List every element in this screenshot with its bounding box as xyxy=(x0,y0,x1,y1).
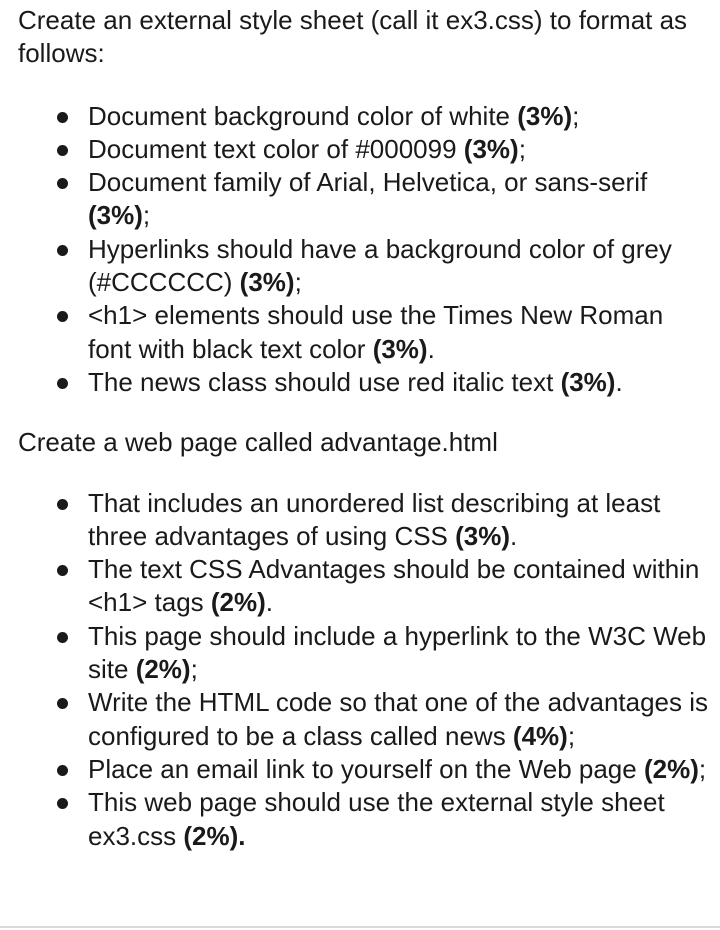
item-percent: (2%) xyxy=(643,753,699,784)
item-text: <h1> elements should use the Times New Roman font with black text color xyxy=(88,300,664,364)
list-item xyxy=(18,233,708,300)
bullet-icon xyxy=(57,112,68,123)
item-percent: (2%). xyxy=(183,820,246,851)
item-tail: ; xyxy=(518,133,526,164)
list-item xyxy=(18,620,708,687)
item-tail: ; xyxy=(142,200,151,231)
item-percent: (3%) xyxy=(88,200,143,231)
bullet-icon xyxy=(57,798,68,809)
item-tail: . xyxy=(427,333,435,364)
list-item xyxy=(18,299,708,366)
bottom-divider xyxy=(0,926,720,928)
item-tail: . xyxy=(615,366,623,397)
bullet-icon xyxy=(57,178,68,189)
list-item xyxy=(18,786,708,853)
item-percent: (4%) xyxy=(512,720,568,751)
item-text: This web page should use the external style sheet ex3.css xyxy=(88,787,665,851)
list-item xyxy=(18,686,708,753)
bullet-icon xyxy=(57,311,68,322)
item-text: Place an email link to yourself on the Web page xyxy=(88,753,644,784)
bullet-icon xyxy=(57,632,68,643)
list-item xyxy=(18,753,708,786)
item-text: Write the HTML code so that one of the advantages is configured to be a class called news xyxy=(88,687,709,751)
item-percent: (3%) xyxy=(517,100,573,131)
item-percent: (3%) xyxy=(560,366,616,397)
item-percent: (3%) xyxy=(455,520,511,551)
item-tail: ; xyxy=(698,753,707,784)
item-text: The text CSS Advantages should be contained within <h1> tags xyxy=(88,554,700,618)
item-percent: (3%) xyxy=(372,333,428,364)
item-text: This page should include a hyperlink to the W3C Web site xyxy=(88,620,707,685)
item-tail: ; xyxy=(190,654,198,685)
list-item xyxy=(18,366,708,399)
bullet-icon xyxy=(57,145,68,156)
item-percent: (3%) xyxy=(239,267,295,298)
bullet-icon xyxy=(57,378,68,389)
intro-paragraph-2: Create a web page called advantage.html xyxy=(18,427,498,458)
item-tail: . xyxy=(265,587,274,618)
document xyxy=(18,4,708,853)
list-item xyxy=(18,166,708,233)
item-text: Document text color of #000099 xyxy=(88,133,464,164)
bullet-icon xyxy=(57,565,68,576)
item-text: Hyperlinks should have a background color of grey (#CCCCCC) xyxy=(88,233,672,298)
bullet-icon xyxy=(57,765,68,776)
bullet-icon xyxy=(57,698,68,709)
item-tail: ; xyxy=(567,720,576,751)
item-text: Document family of Arial, Helvetica, or sans-serif xyxy=(88,167,648,198)
list-item xyxy=(18,133,708,166)
item-tail: ; xyxy=(572,100,580,131)
item-text: That includes an unordered list describing at least three advantages of using CSS xyxy=(88,487,661,551)
item-percent: (2%) xyxy=(135,654,191,685)
item-percent: (2%) xyxy=(210,587,266,618)
item-tail: ; xyxy=(294,267,302,298)
list-item xyxy=(18,553,708,620)
page-requirements-list xyxy=(18,487,708,853)
intro-paragraph-1: Create an external style sheet (call it ex3.css) to format as follows: xyxy=(18,5,688,69)
item-text: The news class should use red italic text xyxy=(88,366,561,397)
style-requirements-list xyxy=(18,100,708,400)
item-text: Document background color of white xyxy=(88,100,518,131)
list-item xyxy=(18,100,708,133)
bullet-icon xyxy=(57,499,68,510)
bullet-icon xyxy=(57,245,68,256)
item-percent: (3%) xyxy=(463,133,519,164)
item-tail: . xyxy=(510,520,518,551)
list-item xyxy=(18,487,708,554)
